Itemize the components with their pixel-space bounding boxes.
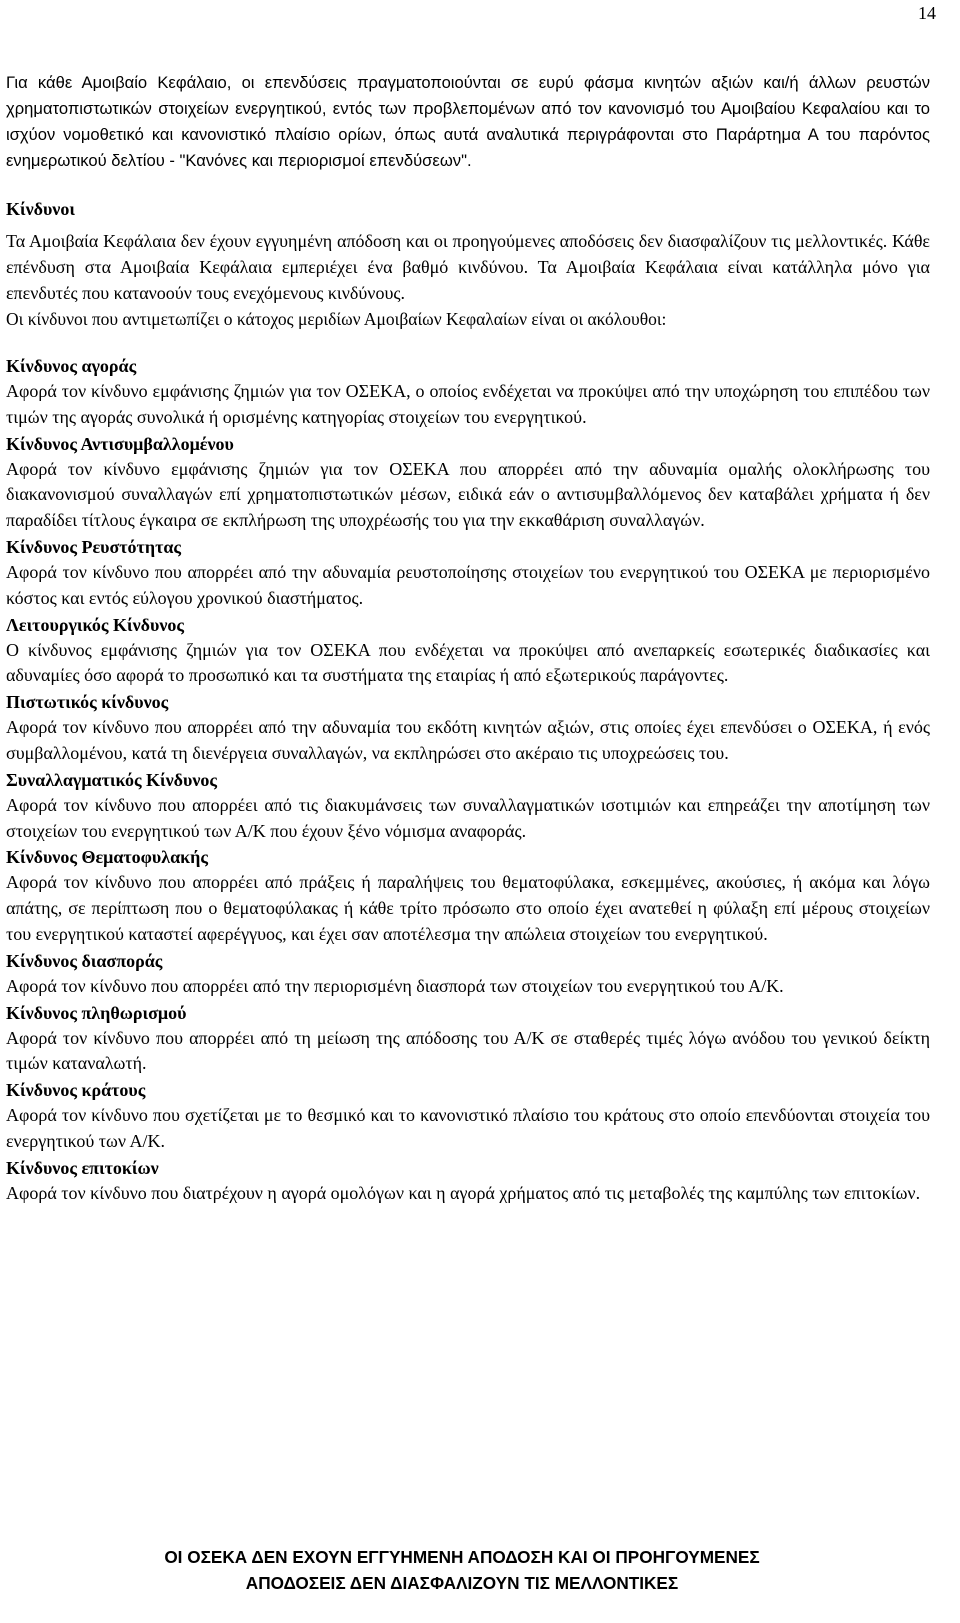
risk-inflation: [6, 1000, 930, 1078]
risk-diversification: [6, 948, 930, 1000]
risk-text: Αφορά τον κίνδυνο που σχετίζεται με το θεσμικό και το κανονιστικό πλαίσιο του κράτους στο οποίο επενδύονται στοιχεία του ενεργητικού των Α/Κ.: [6, 1105, 930, 1151]
risk-title: Κίνδυνος πληθωρισμού: [6, 1002, 187, 1023]
risk-currency: [6, 767, 930, 845]
risk-text: Αφορά τον κίνδυνο που απορρέει από την αδυναμία του εκδότη κινητών αξιών, στις οποίες έχει επενδύσει ο ΟΣΕΚΑ, ή ενός συμβαλλομένου, κατά τη διενέργεια συναλλαγών, να εκπληρώσει στο ακέραιο τις υποχρεώσεις του.: [6, 717, 930, 763]
risk-list: [6, 353, 930, 1207]
risk-title: Συναλλαγματικός Κίνδυνος: [6, 769, 217, 790]
risk-text: Αφορά τον κίνδυνο που απορρέει από την αδυναμία ρευστοποίησης στοιχείων του ενεργητικού του ΟΣΕΚΑ με περιορισμένο κόστος και εντός εύλογου χρονικού διαστήματος.: [6, 561, 930, 608]
risk-custody: [6, 844, 930, 947]
risk-title: Κίνδυνος κράτους: [6, 1080, 146, 1101]
page-number: 14: [918, 3, 936, 23]
footer-notice: [0, 1544, 924, 1596]
risk-title: Κίνδυνος διασποράς: [6, 950, 163, 971]
risk-liquidity: [6, 534, 930, 612]
risk-title: Κίνδυνος Θεματοφυλακής: [6, 847, 208, 868]
risk-text: Αφορά τον κίνδυνο εμφάνισης ζημιών για τον ΟΣΕΚΑ, ο οποίος ενδέχεται να προκύψει από την υποχώρηση του επιπέδου των τιμών της αγοράς συνολικά ή ορισμένης κατηγορίας στοιχείων του ενεργητικού.: [6, 381, 930, 427]
risk-operational: [6, 612, 930, 690]
risk-title: Κίνδυνος αγοράς: [6, 356, 137, 376]
footer-line-2: ΑΠΟΔΟΣΕΙΣ ΔΕΝ ΔΙΑΣΦΑΛΙΖΟΥΝ ΤΙΣ ΜΕΛΛΟΝΤΙΚΕΣ: [245, 1573, 679, 1593]
risk-country: [6, 1077, 930, 1155]
intro-paragraph: Για κάθε Αμοιβαίο Κεφάλαιο, οι επενδύσεις πραγματοποιούνται σε ευρύ φάσμα κινητών αξιών και/ή άλλων ρευστών χρηματοπιστωτικών στοιχείων ενεργητικού, εντός των προβλεπομένων από τον κανονισμό του Αμοιβαίου Κεφαλαίου και το ισχύον νομοθετικό και κανονιστικό πλαίσιο ορίων, όπως αυτά αναλυτικά περιγράφονται στο Παράρτημα Α του παρόντος ενημερωτικού δελτίου - "Κανόνες και περιορισμοί επενδύσεων".: [6, 73, 930, 170]
risk-title: Κίνδυνος Ρευστότητας: [6, 536, 182, 557]
risk-title: Κίνδυνος επιτοκίων: [6, 1157, 159, 1178]
risk-title: Πιστωτικός κίνδυνος: [6, 692, 169, 713]
risk-counterparty: [6, 431, 930, 534]
risks-heading: Κίνδυνοι: [6, 199, 75, 219]
risks-disclaimer: Τα Αμοιβαία Κεφάλαια δεν έχουν εγγυημένη απόδοση και οι προηγούμενες αποδόσεις δεν διασφαλίζουν τις μελλοντικές. Κάθε επένδυση στα Αμοιβαία Κεφάλαια εμπεριέχει ένα βαθμό κινδύνου. Τα Αμοιβαία Κεφάλαια είναι κατάλληλα μόνο για επενδυτές που κατανοούν τους ενεχόμενους κινδύνους.: [6, 231, 930, 303]
risk-market: [6, 353, 930, 431]
risk-text: Αφορά τον κίνδυνο εμφάνισης ζημιών για τον ΟΣΕΚΑ που απορρέει από την αδυναμία ομαλής ολοκλήρωσης του διακανονισμού συναλλαγών επί χρηματοπιστωτικών μέσων, ειδικά εάν ο αντισυμβαλλόμενος δεν καταβάλει χρήματα ή δεν παραδίδει τίτλους έγκαιρα σε εκπλήρωση της υποχρέωσής του για την εκκαθάριση συναλλαγών.: [6, 458, 930, 531]
risk-credit: [6, 689, 930, 767]
document-body: [6, 70, 930, 1207]
risk-text: Αφορά τον κίνδυνο που απορρέει από την περιορισμένη διασπορά των στοιχείων του ενεργητικού του Α/Κ.: [6, 975, 784, 996]
risk-text: Αφορά τον κίνδυνο που διατρέχουν η αγορά ομολόγων και η αγορά χρήματος από τις μεταβολές της καμπύλης των επιτοκίων.: [6, 1182, 921, 1203]
risk-interest-rate: [6, 1155, 930, 1207]
risk-title: Κίνδυνος Αντισυμβαλλομένου: [6, 433, 234, 454]
risks-intro: Οι κίνδυνοι που αντιμετωπίζει ο κάτοχος μεριδίων Αμοιβαίων Κεφαλαίων είναι οι ακόλουθοι:: [6, 309, 667, 329]
footer-line-1: ΟΙ ΟΣΕΚΑ ΔΕΝ ΕΧΟΥΝ ΕΓΓΥΗΜΕΝΗ ΑΠΟΔΟΣΗ ΚΑΙ ΟΙ ΠΡΟΗΓΟΥΜΕΝΕΣ: [164, 1547, 760, 1567]
risk-text: Αφορά τον κίνδυνο που απορρέει από τη μείωση της απόδοσης του Α/Κ σε σταθερές τιμές λόγω ανόδου του γενικού δείκτη τιμών καταναλωτή.: [6, 1027, 930, 1074]
risk-text: Αφορά τον κίνδυνο που απορρέει από τις διακυμάνσεις των συναλλαγματικών ισοτιμιών και επηρεάζει την αποτίμηση των στοιχείων του ενεργητικού των Α/Κ που έχουν ξένο νόμισμα αναφοράς.: [6, 794, 930, 841]
risk-title: Λειτουργικός Κίνδυνος: [6, 614, 184, 635]
risk-text: Αφορά τον κίνδυνο που απορρέει από πράξεις ή παραλήψεις του θεματοφύλακα, εσκεμμένες, ακούσιες, ή ακόμα και λόγω απάτης, σε περίπτωση που ο θεματοφύλακας ή κάθε τρίτο πρόσωπο στο οποίο έχει ανατεθεί η φύλαξη επί μέρους στοιχείων του ενεργητικού καταστεί αφερέγγυος, και έχει σαν αποτέλεσμα την απώλεια στοιχείων του ενεργητικού.: [6, 872, 930, 944]
risk-text: Ο κίνδυνος εμφάνισης ζημιών για τον ΟΣΕΚΑ που ενδέχεται να προκύψει από ανεπαρκείς εσωτερικές διαδικασίες και αδυναμίες όσο αφορά το προσωπικό και τα συστήματα της εταιρίας ή από εξωτερικούς παράγοντες.: [6, 639, 930, 686]
